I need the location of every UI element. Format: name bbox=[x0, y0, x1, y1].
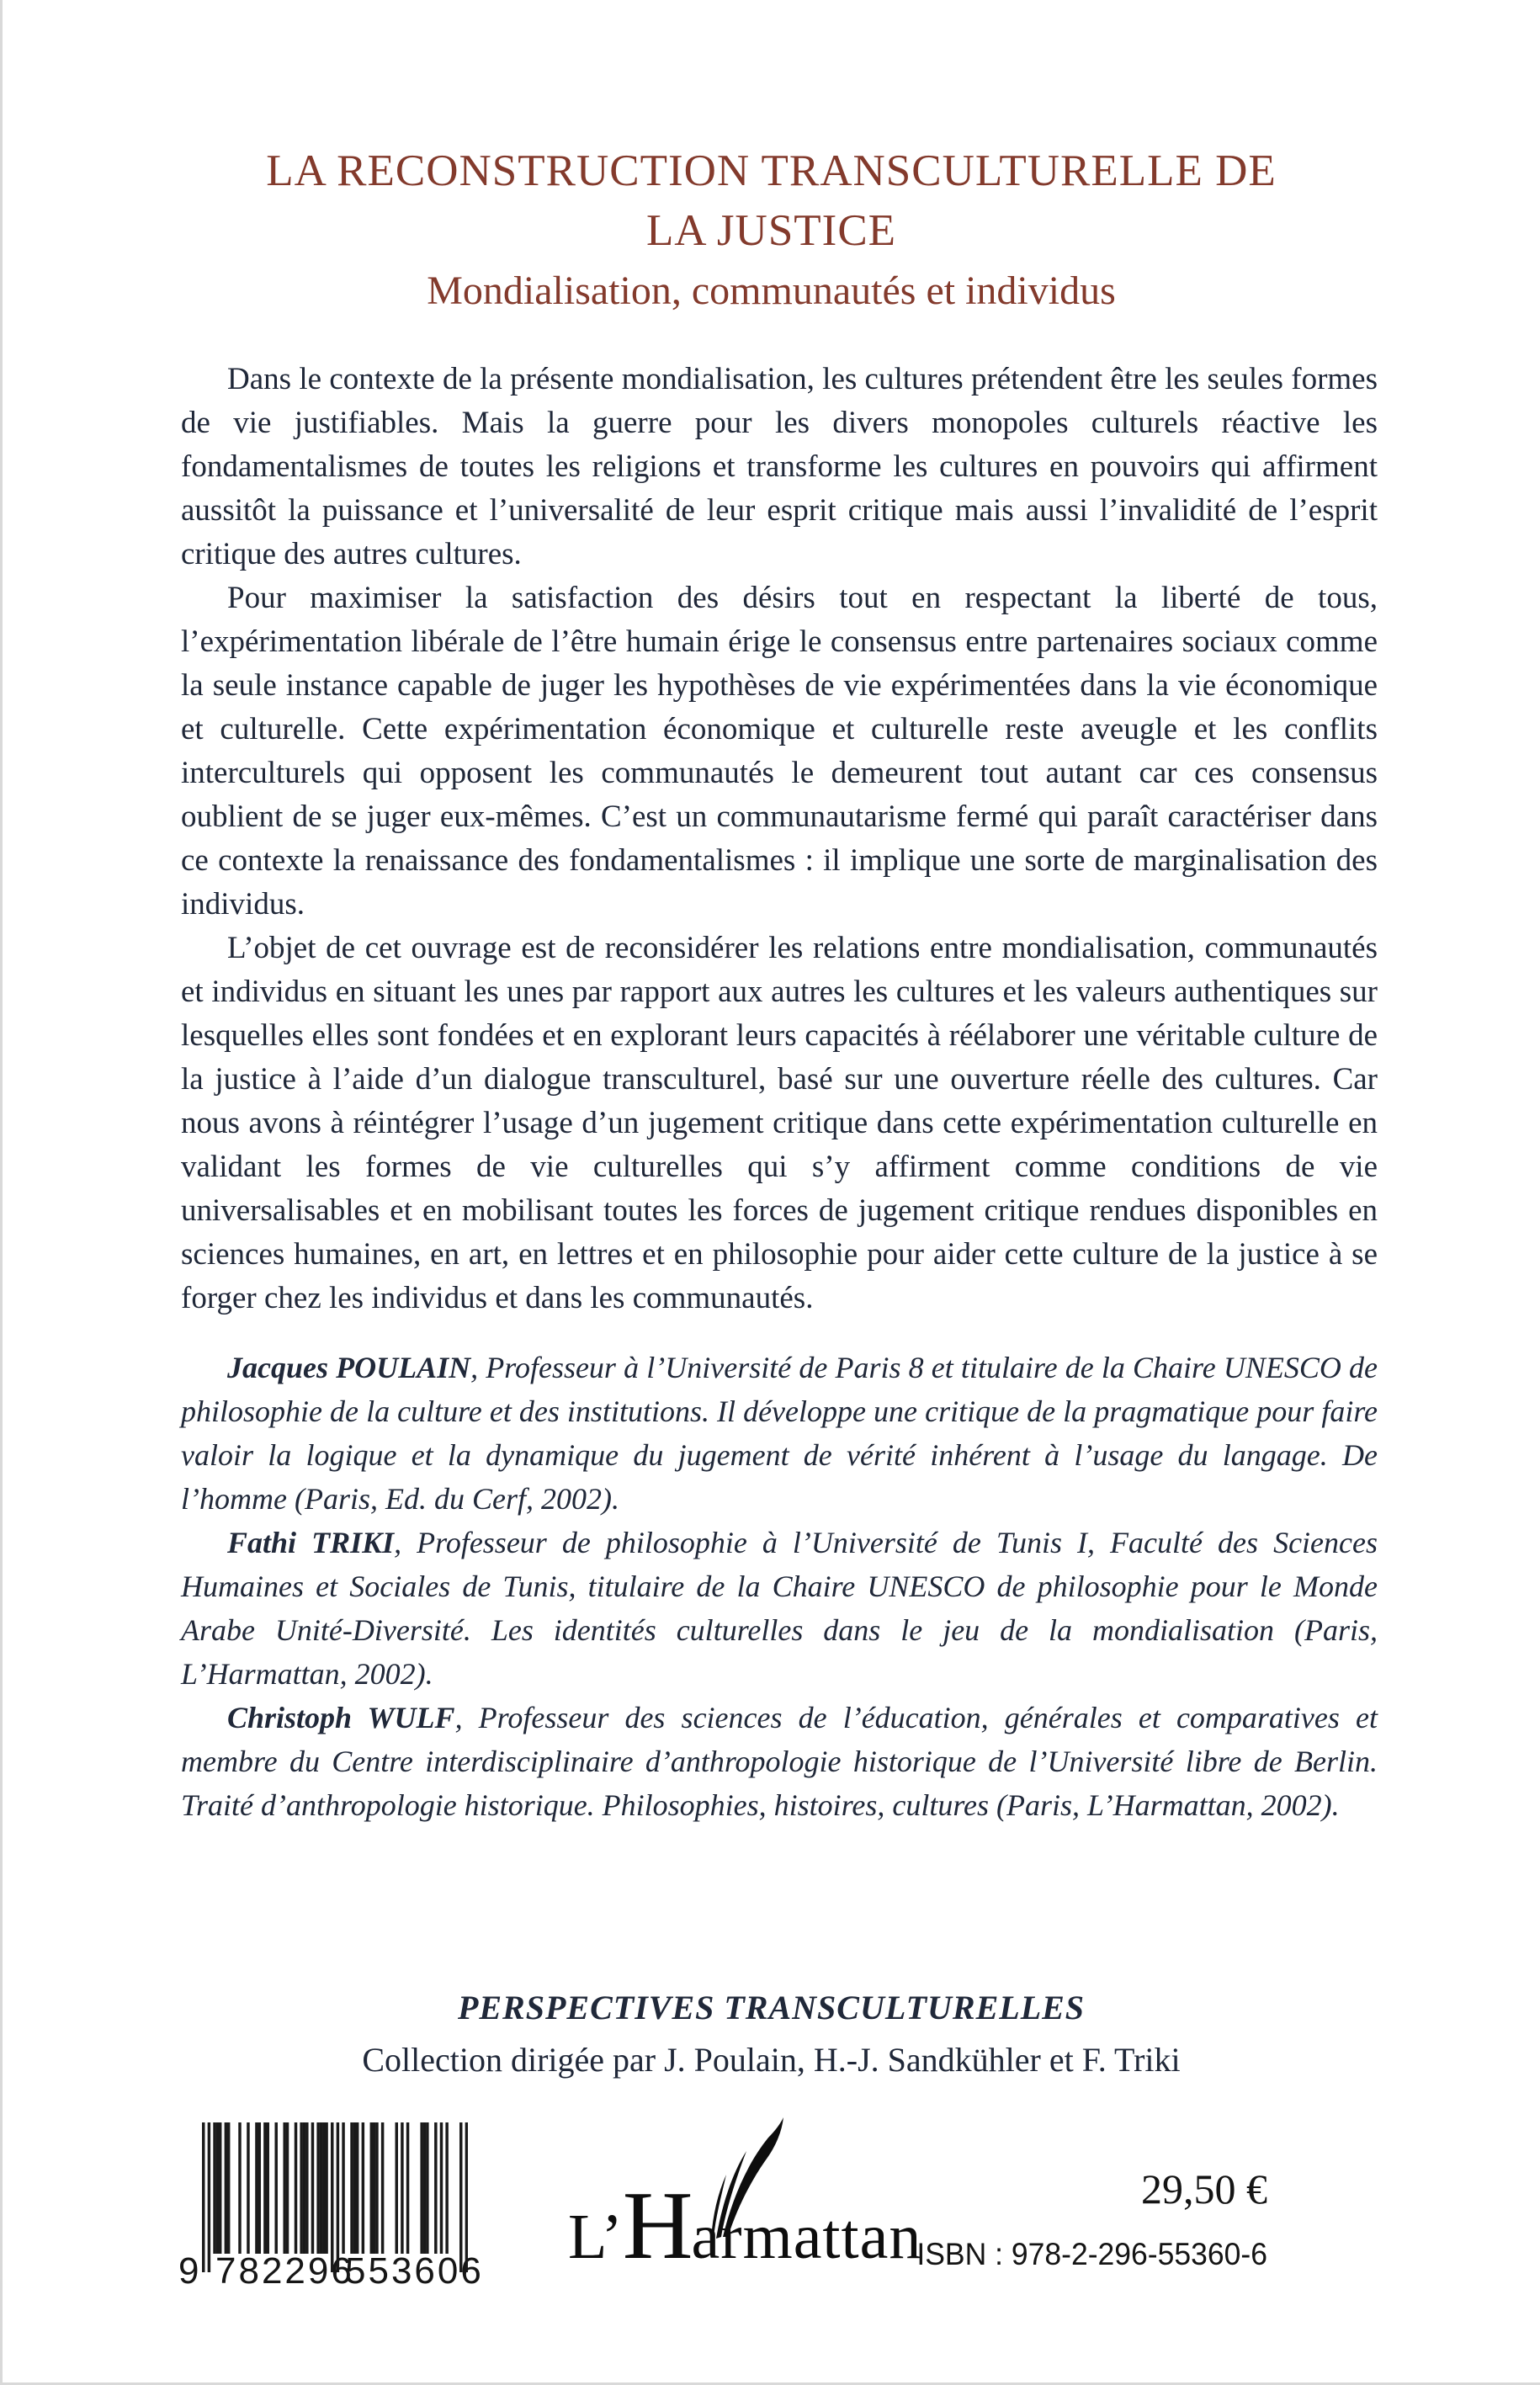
barcode-digit-lead: 9 bbox=[178, 2250, 199, 2292]
collection-name: PERSPECTIVES TRANSCULTURELLES bbox=[457, 1989, 1086, 2026]
title-block bbox=[3, 141, 1540, 316]
collection-block bbox=[3, 1988, 1540, 2080]
synopsis-paragraph: Pour maximiser la satisfaction des désirs tout en respectant la liberté de tous, l’expérimentation libérale de l’être humain érige le consensus entre partenaires sociaux comme la seule instance capable de juger les hypothèses de vie expérimentées dans la vie économique et culturelle. Cette expérimentation économique et culturelle reste aveugle et les conflits interculturels qui opposent les communautés le demeurent tout autant car ces consensus oublient de se juger eux-mêmes. C’est un communautarisme fermé qui paraît caractériser dans ce contexte la renaissance des fondamentalismes : il implique une sorte de marginalisation des individus. bbox=[181, 581, 1378, 922]
price: 29,50 € bbox=[1141, 2165, 1267, 2212]
author-bio bbox=[181, 1521, 1378, 1696]
synopsis-paragraph: L’objet de cet ouvrage est de reconsidérer les relations entre mondialisation, communautés et individus en situant les unes par rapport aux autres les cultures et les valeurs authentiques sur lesquelles elles sont fondées et en explorant leurs capacités à réélaborer une véritable culture de la justice à l’aide d’un dialogue transculturel, basé sur une ouverture réelle des cultures. Car nous avons à réintégrer l’usage d’un jugement critique dans cette expérimentation culturelle en validant les formes de vie culturelles qui s’y affirment comme conditions de vie universalisables et en mobilisant toutes les forces de jugement critique rendues disponibles en sciences humaines, en art, en lettres et en philosophie pour aider cette culture de la justice à se forger chez les individus et dans les communautés. bbox=[181, 931, 1378, 1315]
isbn: ISBN : 978-2-296-55360-6 bbox=[916, 2237, 1267, 2271]
author-bio-text: , Professeur à l’Université de Paris 8 et titulaire de la Chaire UNESCO de philosophie de la culture et des institutions. Il développe une critique de la pragmatique pour faire valoir la logique et la dynamique du jugement de vérité inhérent à l’usage du langage. De l’homme (Paris, Ed. du Cerf, 2002). bbox=[181, 1351, 1378, 1516]
barcode-digits-right: 553606 bbox=[345, 2250, 484, 2292]
footer bbox=[3, 2104, 1540, 2306]
barcode-digits-left: 782296 bbox=[215, 2250, 354, 2292]
book-title-line-2: LA JUSTICE bbox=[645, 206, 897, 255]
synopsis-paragraph: Dans le contexte de la présente mondialisation, les cultures prétendent être les seules formes de vie justifiables. Mais la guerre pour les divers monopoles culturels réactive les fondamentalismes de toutes les religions et transforme les cultures en pouvoirs qui affirment aussitôt la puissance et l’universalité de leur esprit critique mais aussi l’invalidité de l’esprit critique des autres cultures. bbox=[181, 362, 1378, 571]
author-bio bbox=[181, 1696, 1378, 1827]
publisher-name-rest: armattan bbox=[691, 2202, 922, 2272]
book-subtitle: Mondialisation, communautés et individus bbox=[427, 268, 1116, 313]
text-column bbox=[181, 358, 1378, 1827]
publisher-name-prefix: L’ bbox=[568, 2202, 623, 2272]
collection-directors: Collection dirigée par J. Poulain, H.-J. Sandkühler et F. Triki bbox=[362, 2041, 1181, 2079]
author-name: Christoph WULF bbox=[227, 1701, 455, 1734]
ean13-barcode bbox=[178, 2122, 484, 2292]
author-name: Fathi TRIKI bbox=[227, 1526, 395, 1559]
author-bio-text: , Professeur de philosophie à l’Université de Tunis I, Faculté des Sciences Humaines et Sociales de Tunis, titulaire de la Chaire UNESCO de philosophie pour le Monde Arabe Unité-Diversité. Les identités culturelles dans le jeu de la mondialisation (Paris, L’Harmattan, 2002). bbox=[181, 1526, 1378, 1691]
publisher-name-initial: H bbox=[622, 2172, 692, 2280]
author-bio bbox=[181, 1346, 1378, 1521]
book-title-line-1: LA RECONSTRUCTION TRANSCULTURELLE DE bbox=[266, 146, 1277, 195]
author-bio-text: , Professeur des sciences de l’éducation, générales et comparatives et membre du Centre interdisciplinaire d’anthropologie historique de l’Université libre de Berlin. Traité d’anthropologie historique. Philosophies, histoires, cultures (Paris, L’Harmattan, 2002). bbox=[181, 1701, 1378, 1822]
author-bios bbox=[181, 1346, 1378, 1827]
synopsis bbox=[181, 358, 1378, 1320]
publisher-name bbox=[568, 2170, 921, 2282]
author-name: Jacques POULAIN bbox=[227, 1351, 471, 1384]
publisher-logo bbox=[568, 2138, 955, 2297]
